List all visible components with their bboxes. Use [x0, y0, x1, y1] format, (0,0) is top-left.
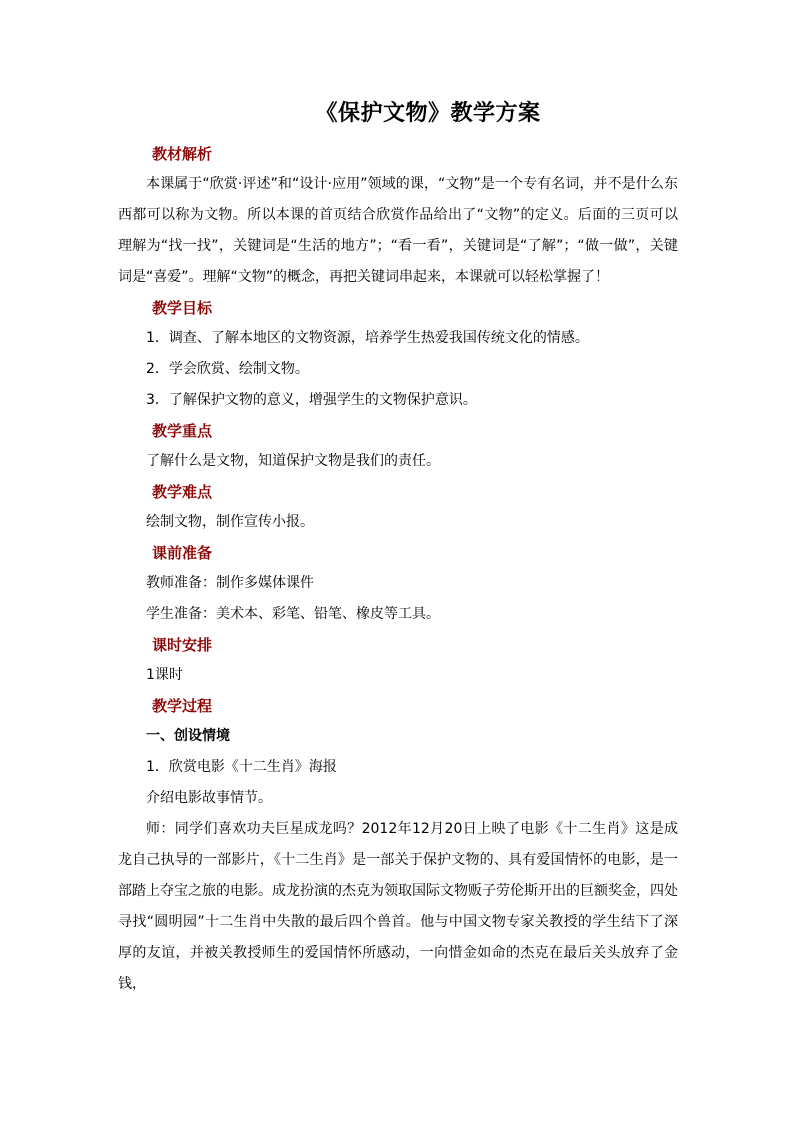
heading-key-points: 教学重点 — [152, 422, 213, 440]
heading-preparation: 课前准备 — [152, 544, 213, 562]
story-paragraph: 师：同学们喜欢功夫巨星成龙吗？2012年12月20日上映了电影《十二生肖》这是成龙自己执导的一部影片，《十二生肖》是一部关于保护文物的、具有爱国情怀的电影，是一部踏上夺宝之旅的电影。成龙扮演的杰克为领取国际文物贩子劳伦斯开出的巨额奖金，四处寻找“圆明园”十二生肖中失散的最后四个兽首。他与中国文物专家关教授的学生结下了深厚的友谊，并被关教授师生的爱国情怀所感动，一向惜金如命的杰克在最后关头放弃了金钱， — [118, 821, 678, 992]
heading-process: 教学过程 — [152, 697, 213, 715]
goal-item: 2．学会欣赏、绘制文物。 — [146, 361, 309, 377]
document-title: 《保护文物》教学方案 — [315, 101, 541, 126]
heading-difficulties: 教学难点 — [152, 483, 213, 501]
document-page — [118, 96, 678, 1000]
process-step-1: 一、创设情境 — [146, 728, 230, 744]
analysis-paragraph: 本课属于“欣赏·评述”和“设计·应用”领域的课，“文物”是一个专有名词，并不是什么东西都可以称为文物。所以本课的首页结合欣赏作品给出了“文物”的定义。后面的三页可以理解为“找一找”，关键词是“生活的地方”；“看一看”，关键词是“了解”；“做一做”，关键词是“喜爱”。理解“文物”的概念，再把关键词串起来，本课就可以轻松掌握了！ — [118, 176, 678, 285]
process-sub-1: 1．欣赏电影《十二生肖》海报 — [146, 759, 337, 775]
schedule-text: 1课时 — [146, 667, 183, 683]
difficulties-text: 绘制文物，制作宣传小报。 — [146, 514, 314, 530]
heading-schedule: 课时安排 — [152, 636, 213, 654]
goal-item: 1．调查、了解本地区的文物资源，培养学生热爱我国传统文化的情感。 — [146, 330, 589, 346]
student-preparation: 学生准备：美术本、彩笔、铅笔、橡皮等工具。 — [146, 606, 440, 622]
process-sub-1-text: 介绍电影故事情节。 — [146, 790, 272, 806]
heading-analysis: 教材解析 — [152, 145, 213, 163]
goal-item: 3．了解保护文物的意义，增强学生的文物保护意识。 — [146, 392, 477, 408]
key-points-text: 了解什么是文物，知道保护文物是我们的责任。 — [146, 453, 440, 469]
heading-goals: 教学目标 — [152, 299, 213, 317]
teacher-preparation: 教师准备：制作多媒体课件 — [146, 575, 314, 591]
